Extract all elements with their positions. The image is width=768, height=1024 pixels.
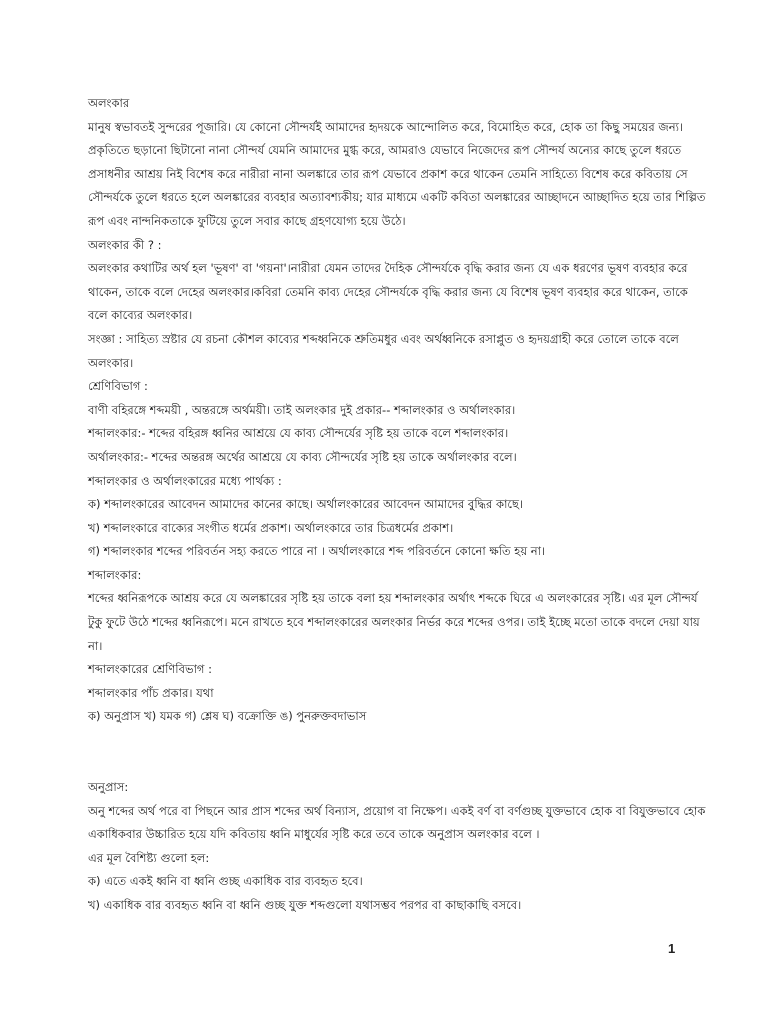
five-types-line: শব্দালংকার পাঁচ প্রকার। যথা (88, 685, 214, 700)
difference-item: ক) শব্দালংকারের আবেদন আমাদের কানের কাছে। অর্থালংকারের আবেদন আমাদের বুদ্ধির কাছে। (88, 497, 524, 512)
page-number: 1 (668, 941, 676, 956)
paragraph-gap (88, 729, 708, 776)
heading-differences: শব্দালংকার ও অর্থালংকারের মধ্যে পার্থক্য : (88, 473, 282, 488)
heading-features: এর মূল বৈশিষ্ট্য গুলো হল: (88, 850, 210, 865)
feature-item: খ) একাধিক বার ব্যবহৃত ধ্বনি বা ধ্বনি গুচ্ছ যুক্ত শব্দগুলো যথাসম্ভব পরপর বা কাছাকাছি বসবে। (88, 898, 522, 912)
difference-item: গ) শব্দালংকার শব্দের পরিবর্তন সহ্য করতে পারে না । অর্থালংকারে শব্দ পরিবর্তনে কোনো ক্ষতি হয় না। (88, 544, 546, 559)
meaning-paragraph: অলংকার কথাটির অর্থ হল 'ভূষণ' বা 'গয়না'।নারীরা যেমন তাদের দৈহিক সৌন্দর্যকে বৃদ্ধি করার জন্য যে এক ধরণের ভূষণ ব্যবহার করে থাকেন, তাকে বলে দেহের অলংকার।কবিরা তেমনি কাব্য দেহের সৌন্দর্যকে বৃদ্ধি করার জন্য যে বিশেষ ভূষণ ব্যবহার করে থাকেন, তাকে বলে কাব্যের অলংকার। (88, 261, 688, 323)
difference-item: খ) শব্দালংকারে বাক্যের সংগীত ধর্মের প্রকাশ। অর্থালংকারে তার চিত্রধর্মের প্রকাশ। (88, 520, 454, 535)
shabdalankar-paragraph: শব্দের ধ্বনিরূপকে আশ্রয় করে যে অলঙ্কারের সৃষ্টি হয় তাকে বলা হয় শব্দালংকার অর্থাৎ শব্দকে ঘিরে এ অলংকারের সৃষ্টি। এর মূল সৌন্দর্য টুকু ফুটে উঠে শব্দের ধ্বনিরূপে। মনে রাখতে হবে শব্দালংকারের অলংকার নির্ভর করে শব্দের ওপর। তাই ইচ্ছে মতো তাকে বদলে দেয়া যায় না। (88, 591, 700, 653)
definition-paragraph: সংজ্ঞা : সাহিত্য স্রষ্টার যে রচনা কৌশল কাব্যের শব্দধ্বনিকে শ্রুতিমধুর এবং অর্থধ্বনিকে রসাপ্লুত ও হৃদয়গ্রাহী করে তোলে তাকে বলে অলংকার। (88, 331, 679, 370)
heading-what-is-alankar: অলংকার কী ? : (88, 237, 162, 252)
types-list-line: ক) অনুপ্রাস খ) যমক গ) শ্লেষ ঘ) বক্রোক্তি ঙ) পুনরুক্তবদাভাস (88, 709, 367, 724)
shabdalankar-definition: শব্দালংকার:- শব্দের বহিরঙ্গ ধ্বনির আশ্রয়ে যে কাব্য সৌন্দর্যের সৃষ্টি হয় তাকে বলে শব্দালংকার। (88, 426, 509, 441)
anupras-paragraph: অনু শব্দের অর্থ পরে বা পিছনে আর প্রাস শব্দের অর্থ বিন্যাস, প্রয়োগ বা নিক্ষেপ। একই বর্ণ বা বর্ণগুচ্ছ যুক্তভাবে হোক বা বিযুক্তভাবে হোক একাধিকবার উচ্চারিত হয়ে যদি কবিতায় ধ্বনি মাধুর্যের সৃষ্টি করে তবে তাকে অনুপ্রাস অলংকার বলে । (88, 803, 706, 842)
heading-classification: শ্রেণিবিভাগ : (88, 379, 148, 394)
document-body (88, 92, 708, 918)
heading-shabdalankar-classification: শব্দালংকারের শ্রেণিবিভাগ : (88, 662, 212, 677)
arthalankar-definition: অর্থালংকার:- শব্দের অন্তরঙ্গ অর্থের আশ্রয়ে যে কাব্য সৌন্দর্যের সৃষ্টি হয় তাকে অর্থালংকার বলে। (88, 449, 517, 464)
heading-alankar: অলংকার (88, 96, 130, 110)
feature-item: ক) এতে একই ধ্বনি বা ধ্বনি গুচ্ছ একাধিক বার ব্যবহৃত হবে। (88, 874, 363, 889)
heading-anupras: অনুপ্রাস: (88, 780, 129, 795)
intro-paragraph: মানুষ স্বভাবতই সুন্দরের পূজারি। যে কোনো সৌন্দর্যই আমাদের হৃদয়কে আন্দোলিত করে, বিমোহিত করে, হোক তা কিছু সময়ের জন্য। প্রকৃতিতে ছড়ানো ছিটানো নানা সৌন্দর্য যেমনি আমাদের মুগ্ধ করে, আমরাও যেভাবে নিজেদের রূপ সৌন্দর্য অন্যের কাছে তুলে ধরতে প্রসাধনীর আশ্রয় নিই বিশেষ করে নারীরা নানা অলঙ্কারে তার রূপ যেভাবে প্রকাশ করে থাকেন তেমনি সাহিত্যে বিশেষ করে কবিতায় সে সৌন্দর্যকে তুলে ধরতে হলে অলঙ্কারের ব্যবহার অত্যাবশ্যকীয়; যার মাধ্যমে একটি কবিতা অলঙ্কারের আচ্ছাদনে আচ্ছাদিত হয়ে তার শিল্পিত রূপ এবং নান্দনিকতাকে ফুটিয়ে তুলে সবার কাছে গ্রহণযোগ্য হয়ে উঠে। (88, 119, 706, 228)
classification-paragraph: বাণী বহিরঙ্গে শব্দময়ী , অন্তরঙ্গে অর্থময়ী। তাই অলংকার দুই প্রকার-- শব্দালংকার ও অর্থালংকার। (88, 402, 516, 417)
heading-shabdalankar: শব্দালংকার: (88, 567, 142, 582)
